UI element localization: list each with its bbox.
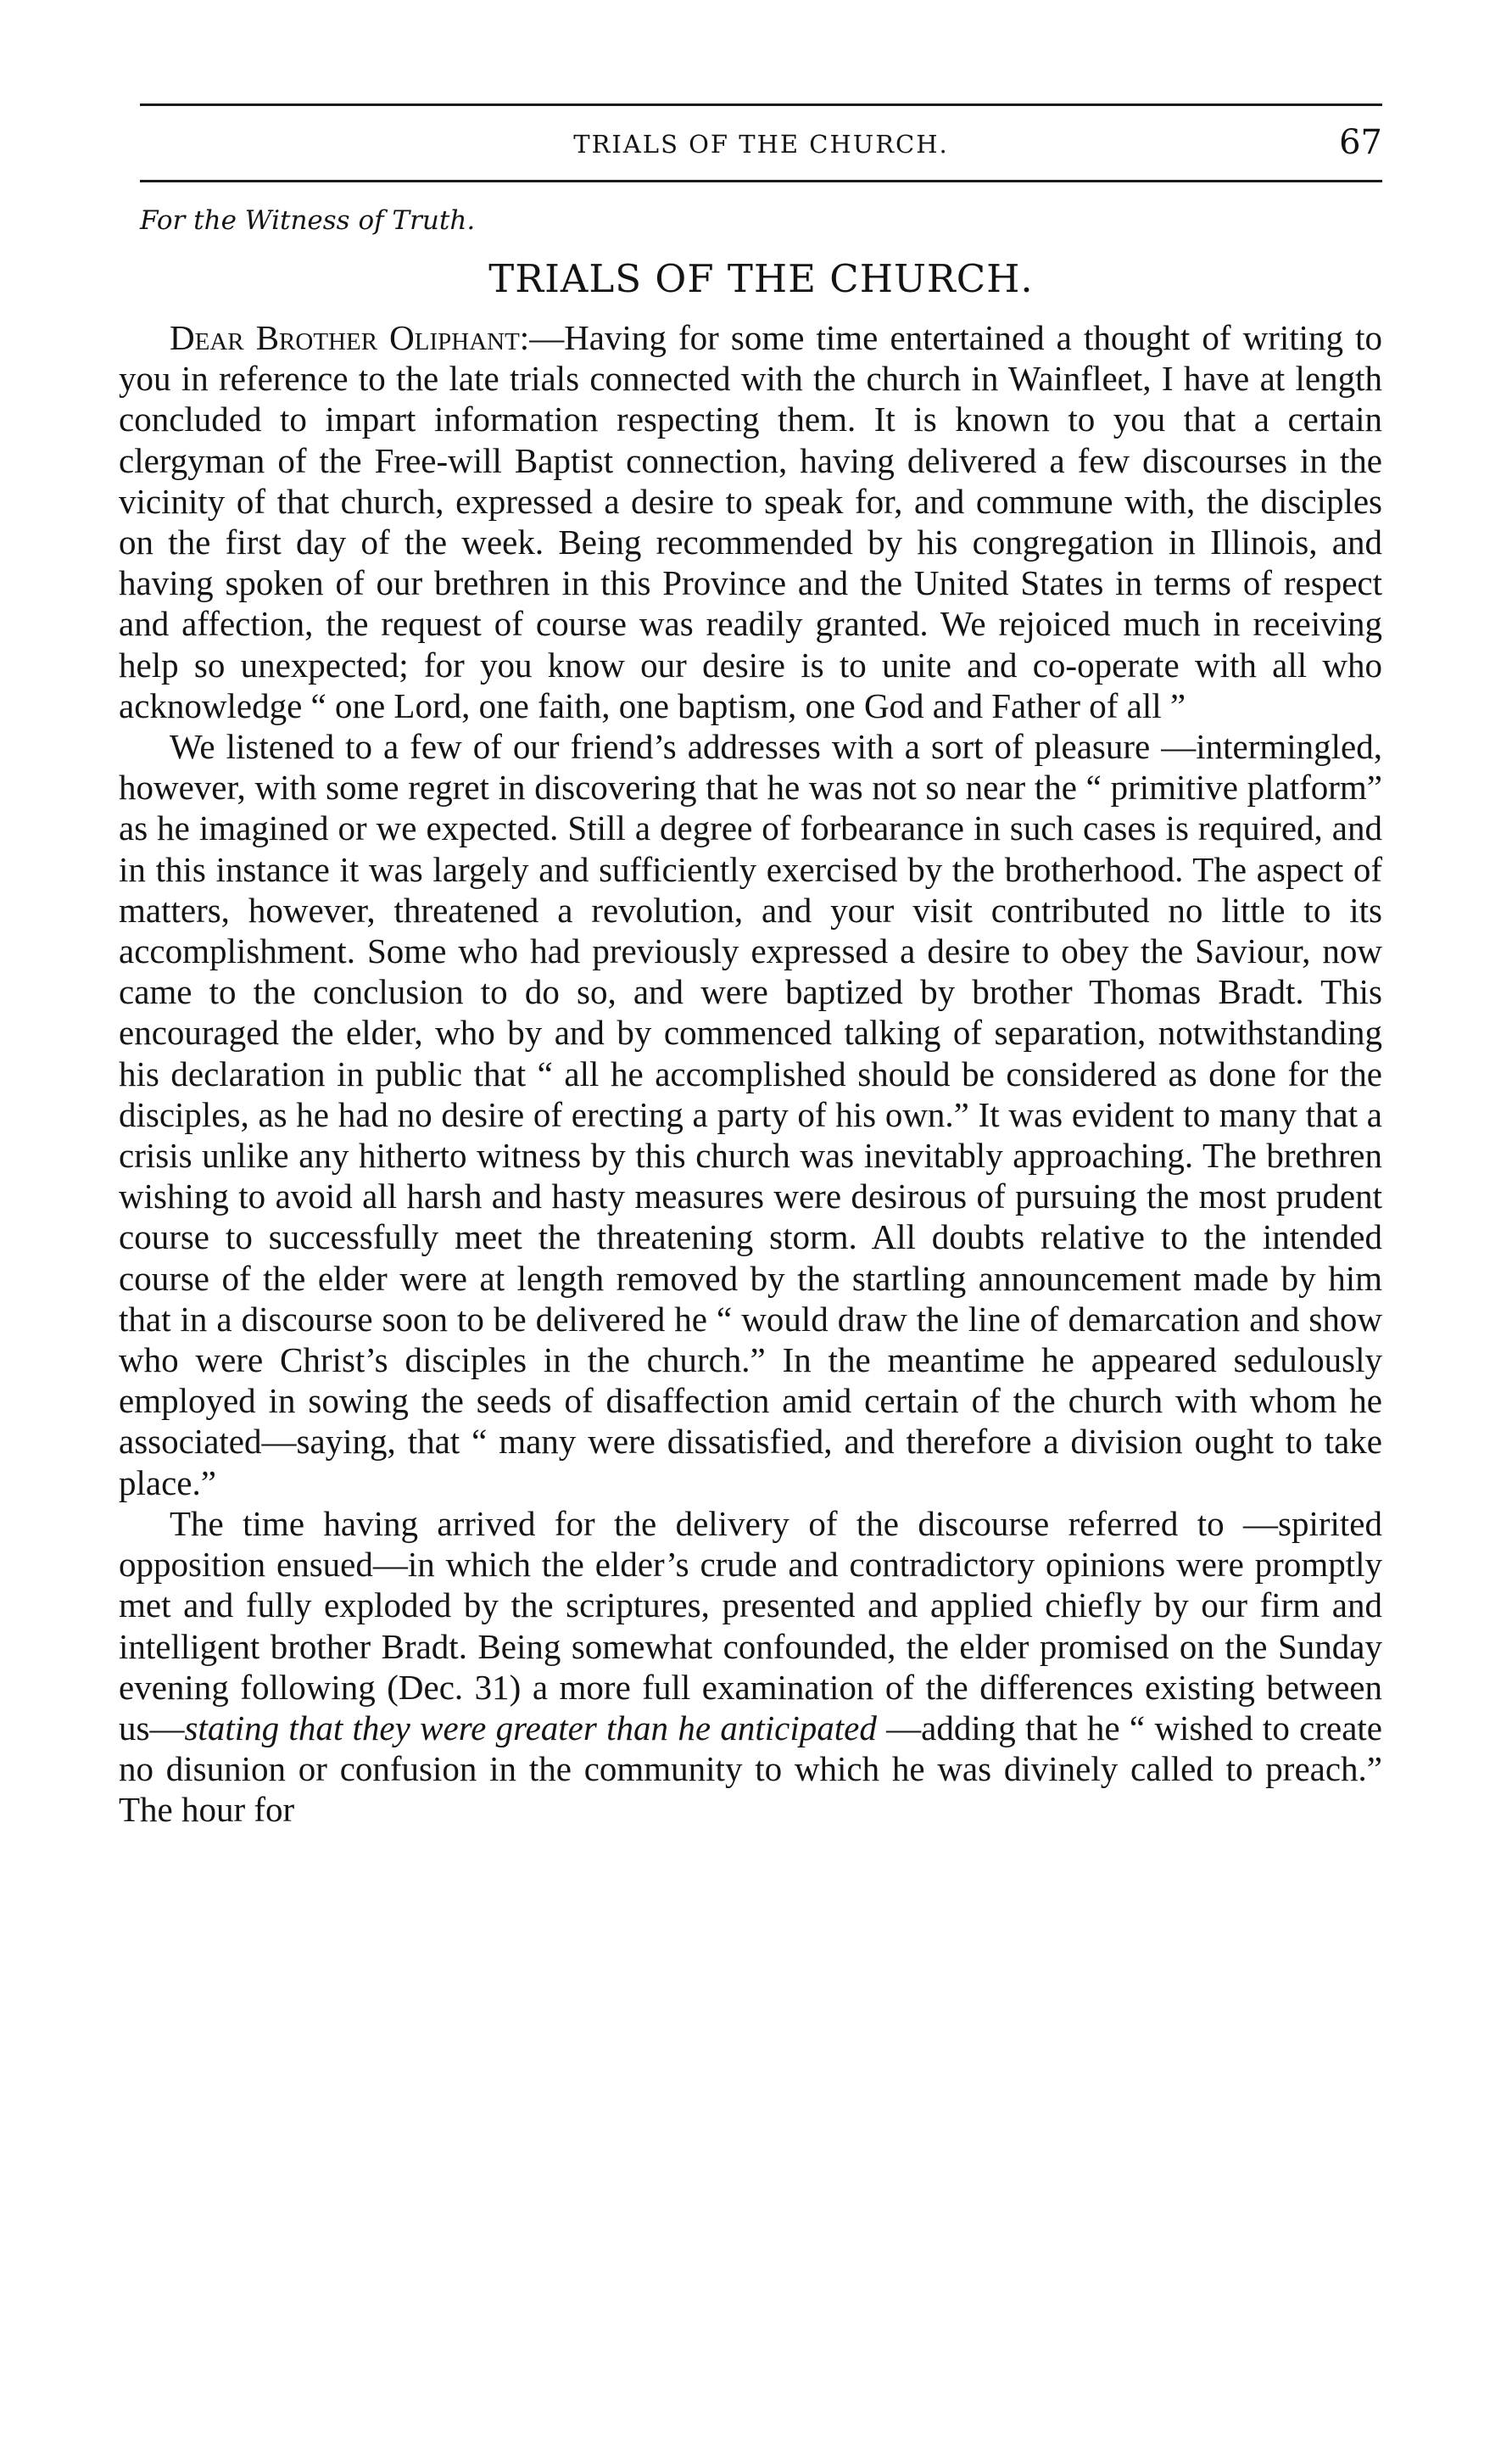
paragraph-3 — [119, 1503, 1382, 1831]
page-number: 67 — [1339, 123, 1382, 162]
paragraph-3-text-end: —adding that he “ wished to create no disunion or confusion in the community to which he was divinely called to preach.” The hour for — [119, 1708, 1382, 1830]
top-rule — [140, 103, 1382, 106]
article-body — [119, 317, 1382, 1831]
article-title: TRIALS OF THE CHURCH. — [488, 256, 1034, 301]
attribution-line: For the Witness of Truth. — [140, 205, 476, 236]
salutation: Dear Brother Oliphant — [170, 318, 520, 357]
running-title: TRIALS OF THE CHURCH. — [573, 130, 949, 159]
paragraph-3-italic-text: stating that they were greater than he anticipated — [184, 1708, 877, 1747]
paragraph-1 — [119, 317, 1382, 726]
paragraph-1-text: :—Having for some time entertained a thought of writing to you in reference to the late trials connected with the church in Wainfleet, I have at length concluded to impart information respecting them. It is known to you that a certain clergyman of the Free-will Baptist connection, having delivered a few discourses in the vicinity of that church, expressed a desire to speak for, and commune with, the disciples on the first day of the week. Being recommended by his congregation in Illinois, and having spoken of our brethren in this Province and the United States in terms of respect and affection, the request of course was readily granted. We rejoiced much in receiving help so unexpected; for you know our desire is to unite and co-operate with all who acknowledge “ one Lord, one faith, one baptism, one God and Father of all ” — [119, 318, 1383, 725]
header-rule — [140, 180, 1382, 182]
running-head — [140, 123, 1382, 174]
paragraph-3-text-start: The time having arrived for the delivery of the discourse referred to —spirited opposition ensued—in which the elder’s crude and contradictory opinions were promptly met and fully exploded by the scriptures, presented and applied chiefly by our firm and intelligent brother Bradt. Being somewhat confounded, the elder promised on the Sunday evening following (Dec. 31) a more full examination of the differences existing between us— — [119, 1503, 1382, 1747]
paragraph-2: We listened to a few of our friend’s addresses with a sort of pleasure —intermingled, however, with some regret in discovering that he was not so near the “ primitive platform” as he imagined or we expected. Still a degree of forbearance in such cases is required, and in this instance it was largely and sufficiently exercised by the brotherhood. The aspect of matters, however, threatened a revolution, and your visit contributed no little to its accomplishment. Some who had previously expressed a desire to obey the Saviour, now came to the conclusion to do so, and were baptized by brother Thomas Bradt. This encouraged the elder, who by and by commenced talking of separation, notwithstanding his declaration in public that “ all he accomplished should be considered as done for the disciples, as he had no desire of erecting a party of his own.” It was evident to many that a crisis unlike any hitherto witness by this church was inevitably approaching. The brethren wishing to avoid all harsh and hasty measures were desirous of pursuing the most prudent course to successfully meet the threatening storm. All doubts relative to the intended course of the elder were at length removed by the startling announcement made by him that in a discourse soon to be delivered he “ would draw the line of demarcation and show who were Christ’s disciples in the church.” In the meantime he appeared sedulously employed in sowing the seeds of disaffection amid certain of the church with whom he associated—saying, that “ many were dissatisfied, and therefore a division ought to take place.” — [119, 727, 1382, 1502]
